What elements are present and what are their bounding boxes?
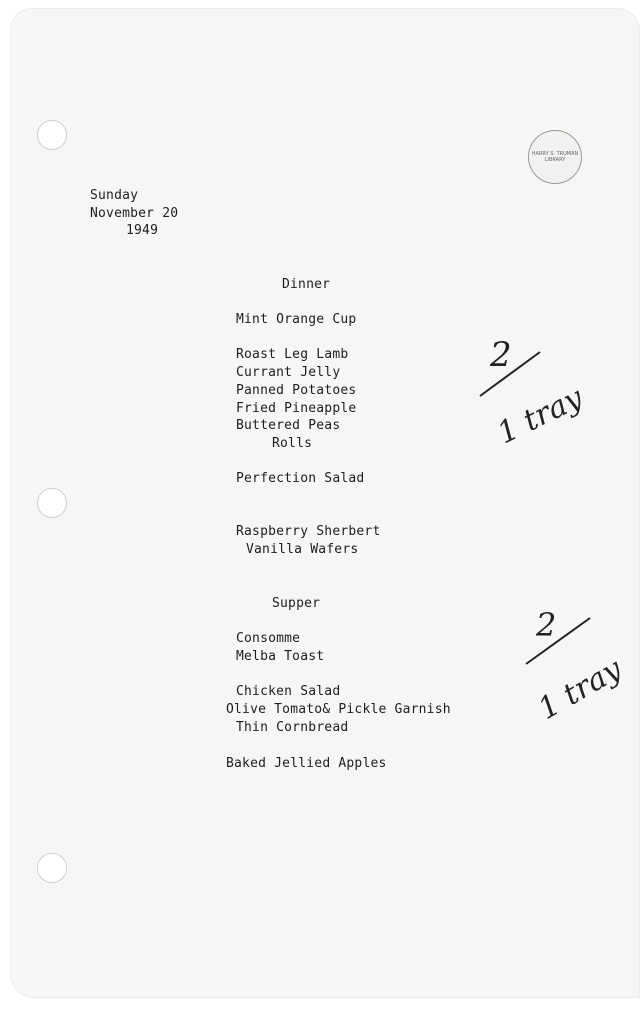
dinner-item: Vanilla Wafers	[246, 542, 359, 557]
binder-hole-bottom	[37, 853, 67, 883]
dinner-item: Raspberry Sherbert	[236, 524, 381, 539]
supper-item: Olive Tomato& Pickle Garnish	[226, 702, 451, 717]
binder-hole-middle	[37, 488, 67, 518]
supper-item: Thin Cornbread	[236, 720, 349, 735]
menu-day: Sunday	[90, 188, 139, 203]
supper-heading: Supper	[272, 596, 321, 611]
dinner-item: Rolls	[272, 436, 313, 451]
menu-year: 1949	[126, 223, 159, 238]
dinner-item: Roast Leg Lamb	[236, 347, 349, 362]
supper-annotation	[510, 600, 640, 730]
supper-item: Consomme	[236, 631, 301, 646]
binder-hole-top	[37, 120, 67, 150]
dinner-annotation	[470, 330, 620, 460]
supper-item: Baked Jellied Apples	[226, 756, 387, 771]
dinner-item: Perfection Salad	[236, 471, 365, 486]
dinner-item: Panned Potatoes	[236, 383, 357, 398]
library-stamp-text: HARRY S. TRUMAN LIBRARY	[531, 151, 579, 163]
dinner-item: Currant Jelly	[236, 365, 341, 380]
dinner-heading: Dinner	[282, 277, 331, 292]
supper-annotation-tray: 1 tray	[532, 651, 628, 727]
menu-date: November 20	[90, 206, 179, 221]
menu-page	[10, 8, 640, 998]
dinner-item: Fried Pineapple	[236, 401, 357, 416]
dinner-item: Buttered Peas	[236, 418, 341, 433]
supper-item: Chicken Salad	[236, 684, 341, 699]
supper-annotation-count: 2	[536, 606, 557, 644]
dinner-annotation-tray: 1 tray	[492, 380, 589, 452]
dinner-annotation-count: 2	[490, 335, 512, 375]
supper-item: Melba Toast	[236, 649, 325, 664]
library-stamp	[528, 130, 582, 184]
dinner-item: Mint Orange Cup	[236, 312, 357, 327]
